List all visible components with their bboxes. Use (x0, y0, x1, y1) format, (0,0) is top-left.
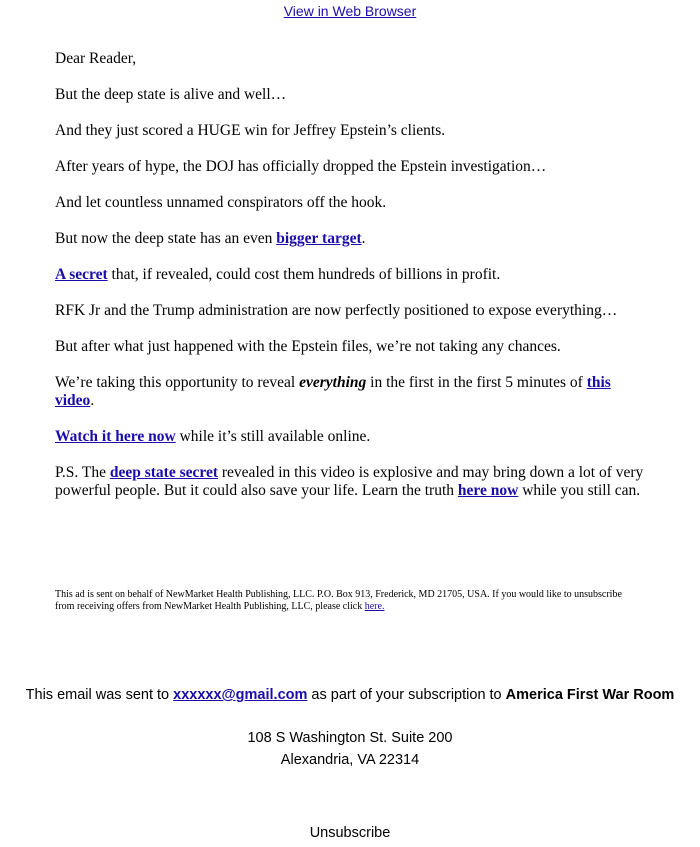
paragraph-text: P.S. The (55, 464, 110, 481)
address-line: Alexandria, VA 22314 (280, 752, 420, 768)
postscript (55, 464, 645, 500)
mailing-address (0, 727, 700, 771)
watch-it-here-link[interactable]: Watch it here now (55, 428, 176, 445)
paragraph: And they just scored a HUGE win for Jeffrey Epstein’s clients. (55, 122, 446, 139)
this-video-link[interactable]: this video (55, 374, 611, 409)
subscription-notice (0, 686, 700, 704)
paragraph: After years of hype, the DOJ has officially dropped the Epstein investigation… (55, 158, 547, 175)
paragraph-text: while it’s still available online. (175, 428, 371, 445)
footer-text: as part of your subscription to (307, 687, 506, 703)
paragraph (55, 428, 645, 446)
paragraph-text: . (361, 230, 366, 247)
paragraph: And let countless unnamed conspirators off the hook. (55, 194, 387, 211)
paragraph (55, 266, 645, 284)
view-in-browser-bar (0, 3, 700, 19)
bigger-target-link[interactable]: bigger target (276, 230, 362, 247)
emphasis-text: everything (299, 374, 367, 391)
here-now-link[interactable]: here now (457, 482, 519, 499)
unsubscribe-link[interactable]: Unsubscribe (309, 825, 391, 841)
unsubscribe-footer (0, 825, 700, 841)
letter-body (55, 50, 645, 518)
paragraph-text: in the first in the first 5 minutes of (366, 374, 587, 391)
paragraph-text: But now the deep state has an even (55, 230, 277, 247)
paragraph-text: revealed in this video is explosive and may bring down a lot of very powerful people. But it could also save your life. Learn the truth (55, 464, 644, 499)
brand-name: America First War Room (505, 687, 675, 703)
a-secret-link[interactable]: A secret (55, 266, 108, 283)
ad-disclaimer (55, 589, 635, 613)
disclaimer-unsubscribe-link[interactable]: here. (364, 601, 385, 612)
paragraph-text: while you still can. (518, 482, 641, 499)
deep-state-secret-link[interactable]: deep state secret (109, 464, 219, 481)
paragraph (55, 230, 645, 248)
paragraph-text: . (90, 392, 95, 409)
address-line: 108 S Washington St. Suite 200 (247, 730, 453, 746)
recipient-email-link[interactable]: xxxxxx@gmail.com (173, 687, 308, 703)
disclaimer-text: This ad is sent on behalf of NewMarket Health Publishing, LLC. P.O. Box 913, Frederick, MD 21705, USA. If you would like to unsubscribe from receiving offers from NewMarket Health Publishing, LLC, please click (55, 589, 622, 612)
paragraph (55, 374, 645, 410)
paragraph: But the deep state is alive and well… (55, 86, 287, 103)
paragraph-text: that, if revealed, could cost them hundreds of billions in profit. (107, 266, 501, 283)
footer-text: This email was sent to (25, 687, 174, 703)
paragraph: RFK Jr and the Trump administration are now perfectly positioned to expose everything… (55, 302, 618, 319)
greeting: Dear Reader, (55, 50, 137, 67)
view-in-browser-link[interactable]: View in Web Browser (283, 3, 417, 19)
paragraph: But after what just happened with the Epstein files, we’re not taking any chances. (55, 338, 561, 355)
paragraph-text: We’re taking this opportunity to reveal (55, 374, 300, 391)
